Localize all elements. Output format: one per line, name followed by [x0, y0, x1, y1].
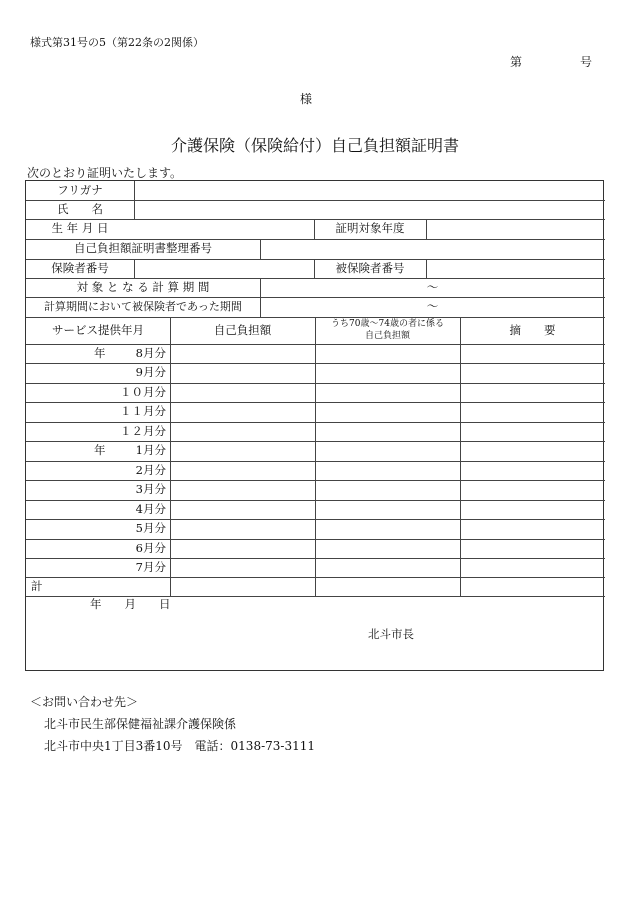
month-row-label: 4月分 — [135, 502, 166, 516]
inquiry-heading: ＜お問い合わせ先＞ — [30, 695, 139, 709]
header-month: サービス提供年月 — [52, 323, 144, 337]
month-row-label: 3月分 — [135, 482, 166, 496]
month-row-label: １２月分 — [120, 424, 166, 438]
year-marker: 年 — [94, 346, 106, 360]
month-row-label: 2月分 — [135, 463, 166, 477]
month-row-label: 7月分 — [135, 560, 166, 574]
insured-number-label: 被保険者番号 — [335, 261, 405, 275]
total-label: 計 — [31, 579, 43, 593]
cert-year-label: 証明対象年度 — [335, 221, 405, 235]
month-row-label: １０月分 — [120, 385, 166, 399]
name-label: 氏 名 — [57, 202, 103, 216]
document-number-prefix: 第 — [510, 55, 523, 69]
document-number-suffix: 号 — [580, 55, 593, 69]
intro-text: 次のとおり証明いたします。 — [27, 166, 183, 180]
form-number: 様式第31号の5（第22条の2関係） — [30, 36, 204, 49]
birthdate-label: 生 年 月 日 — [51, 221, 109, 235]
year-marker: 年 — [94, 443, 106, 457]
month-row-label: 9月分 — [135, 365, 166, 379]
month-row-label: 5月分 — [135, 521, 166, 535]
inquiry-address: 北斗市中央1丁目3番10号 電話：0138-73-3111 — [44, 739, 315, 753]
calc-period-value: 〜 — [426, 280, 439, 294]
furigana-label: フリガナ — [57, 183, 103, 197]
header-age-70-74-line1: うち70歳〜74歳の者に係る — [331, 319, 444, 329]
header-remarks: 摘 要 — [509, 323, 556, 337]
header-age-70-74-line2: 自己負担額 — [364, 331, 410, 341]
mayor-signature: 北斗市長 — [368, 627, 414, 641]
document-title: 介護保険（保険給付）自己負担額証明書 — [170, 136, 459, 155]
calc-period-label: 対 象 と な る 計 算 期 間 — [76, 280, 210, 294]
month-row-label: 6月分 — [135, 541, 166, 555]
insurer-number-label: 保険者番号 — [51, 261, 109, 275]
inquiry-department: 北斗市民生部保健福祉課介護保険係 — [44, 717, 237, 731]
month-row-label: １１月分 — [120, 404, 166, 418]
certificate-form — [25, 180, 604, 671]
header-self-pay: 自己負担額 — [213, 323, 272, 337]
month-row-label: 1月分 — [135, 443, 166, 457]
month-row-label: 8月分 — [135, 346, 166, 360]
issue-date: 年 月 日 — [90, 597, 171, 611]
insured-period-label: 計算期間において被保険者であった期間 — [44, 300, 242, 313]
addressee-honorific: 様 — [300, 92, 313, 106]
insured-period-value: 〜 — [426, 299, 439, 313]
cert-number-label: 自己負担額証明書整理番号 — [74, 241, 212, 255]
